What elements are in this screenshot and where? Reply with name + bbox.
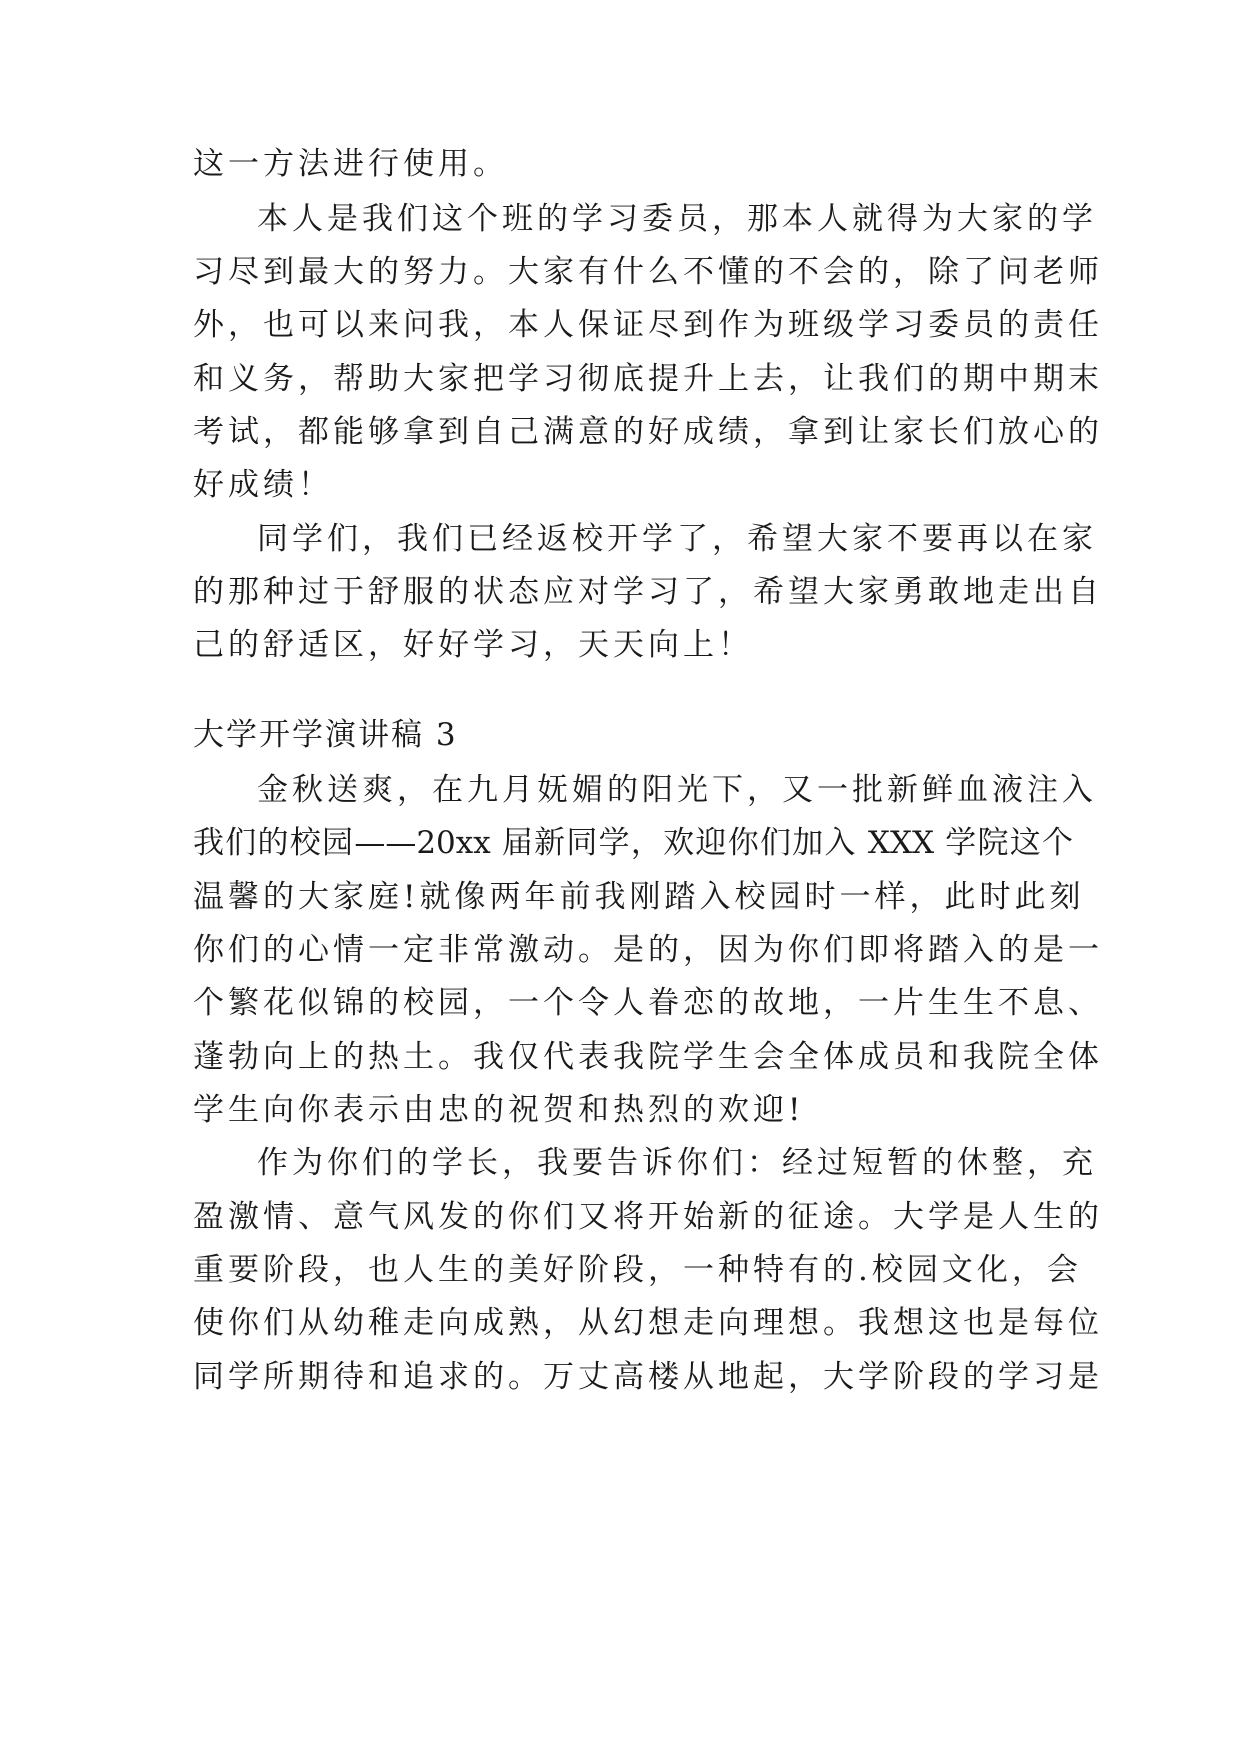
paragraph-line: 温馨的大家庭!就像两年前我刚踏入校园时一样，此时此刻 [193,879,1085,915]
paragraph-line: 作为你们的学长，我要告诉你们：经过短暂的休整，充 [257,1145,1097,1181]
paragraph-line: 的那种过于舒服的状态应对学习了，希望大家勇敢地走出自 [193,574,1103,610]
paragraph-line: 金秋送爽，在九月妩媚的阳光下，又一批新鲜血液注入 [257,772,1097,808]
paragraph-line: 蓬勃向上的热土。我仅代表我院学生会全体成员和我院全体 [193,1039,1103,1075]
paragraph-line: 外，也可以来问我，本人保证尽到作为班级学习委员的责任 [193,307,1103,343]
paragraph-line: 个繁花似锦的校园，一个令人眷恋的故地，一片生生不息、 [193,985,1103,1021]
paragraph-line: 习尽到最大的努力。大家有什么不懂的不会的，除了问老师 [193,254,1103,290]
paragraph-line: 考试，都能够拿到自己满意的好成绩，拿到让家长们放心的 [193,414,1103,450]
paragraph-line: 你们的心情一定非常激动。是的，因为你们即将踏入的是一 [193,932,1103,968]
paragraph-line: 盈激情、意气风发的你们又将开始新的征途。大学是人生的 [193,1199,1103,1235]
paragraph-line: 己的舒适区，好好学习，天天向上！ [193,627,753,663]
paragraph-line: 我们的校园——20xx 届新同学，欢迎你们加入 XXX 学院这个 [193,825,1073,861]
paragraph-line: 重要阶段，也人生的美好阶段，一种特有的.校园文化，会 [193,1252,1082,1288]
paragraph-line: 使你们从幼稚走向成熟，从幻想走向理想。我想这也是每位 [193,1305,1103,1341]
paragraph-line: 好成绩！ [193,467,333,503]
paragraph-line: 这一方法进行使用。 [193,146,508,182]
paragraph-line: 同学所期待和追求的。万丈高楼从地起，大学阶段的学习是 [193,1359,1103,1395]
paragraph-line: 学生向你表示由忠的祝贺和热烈的欢迎! [193,1092,805,1128]
paragraph-line: 本人是我们这个班的学习委员，那本人就得为大家的学 [257,201,1097,237]
paragraph-line: 同学们，我们已经返校开学了，希望大家不要再以在家 [257,521,1097,557]
section-title: 大学开学演讲稿 3 [193,717,458,753]
paragraph-line: 和义务，帮助大家把学习彻底提升上去，让我们的期中期末 [193,361,1103,397]
